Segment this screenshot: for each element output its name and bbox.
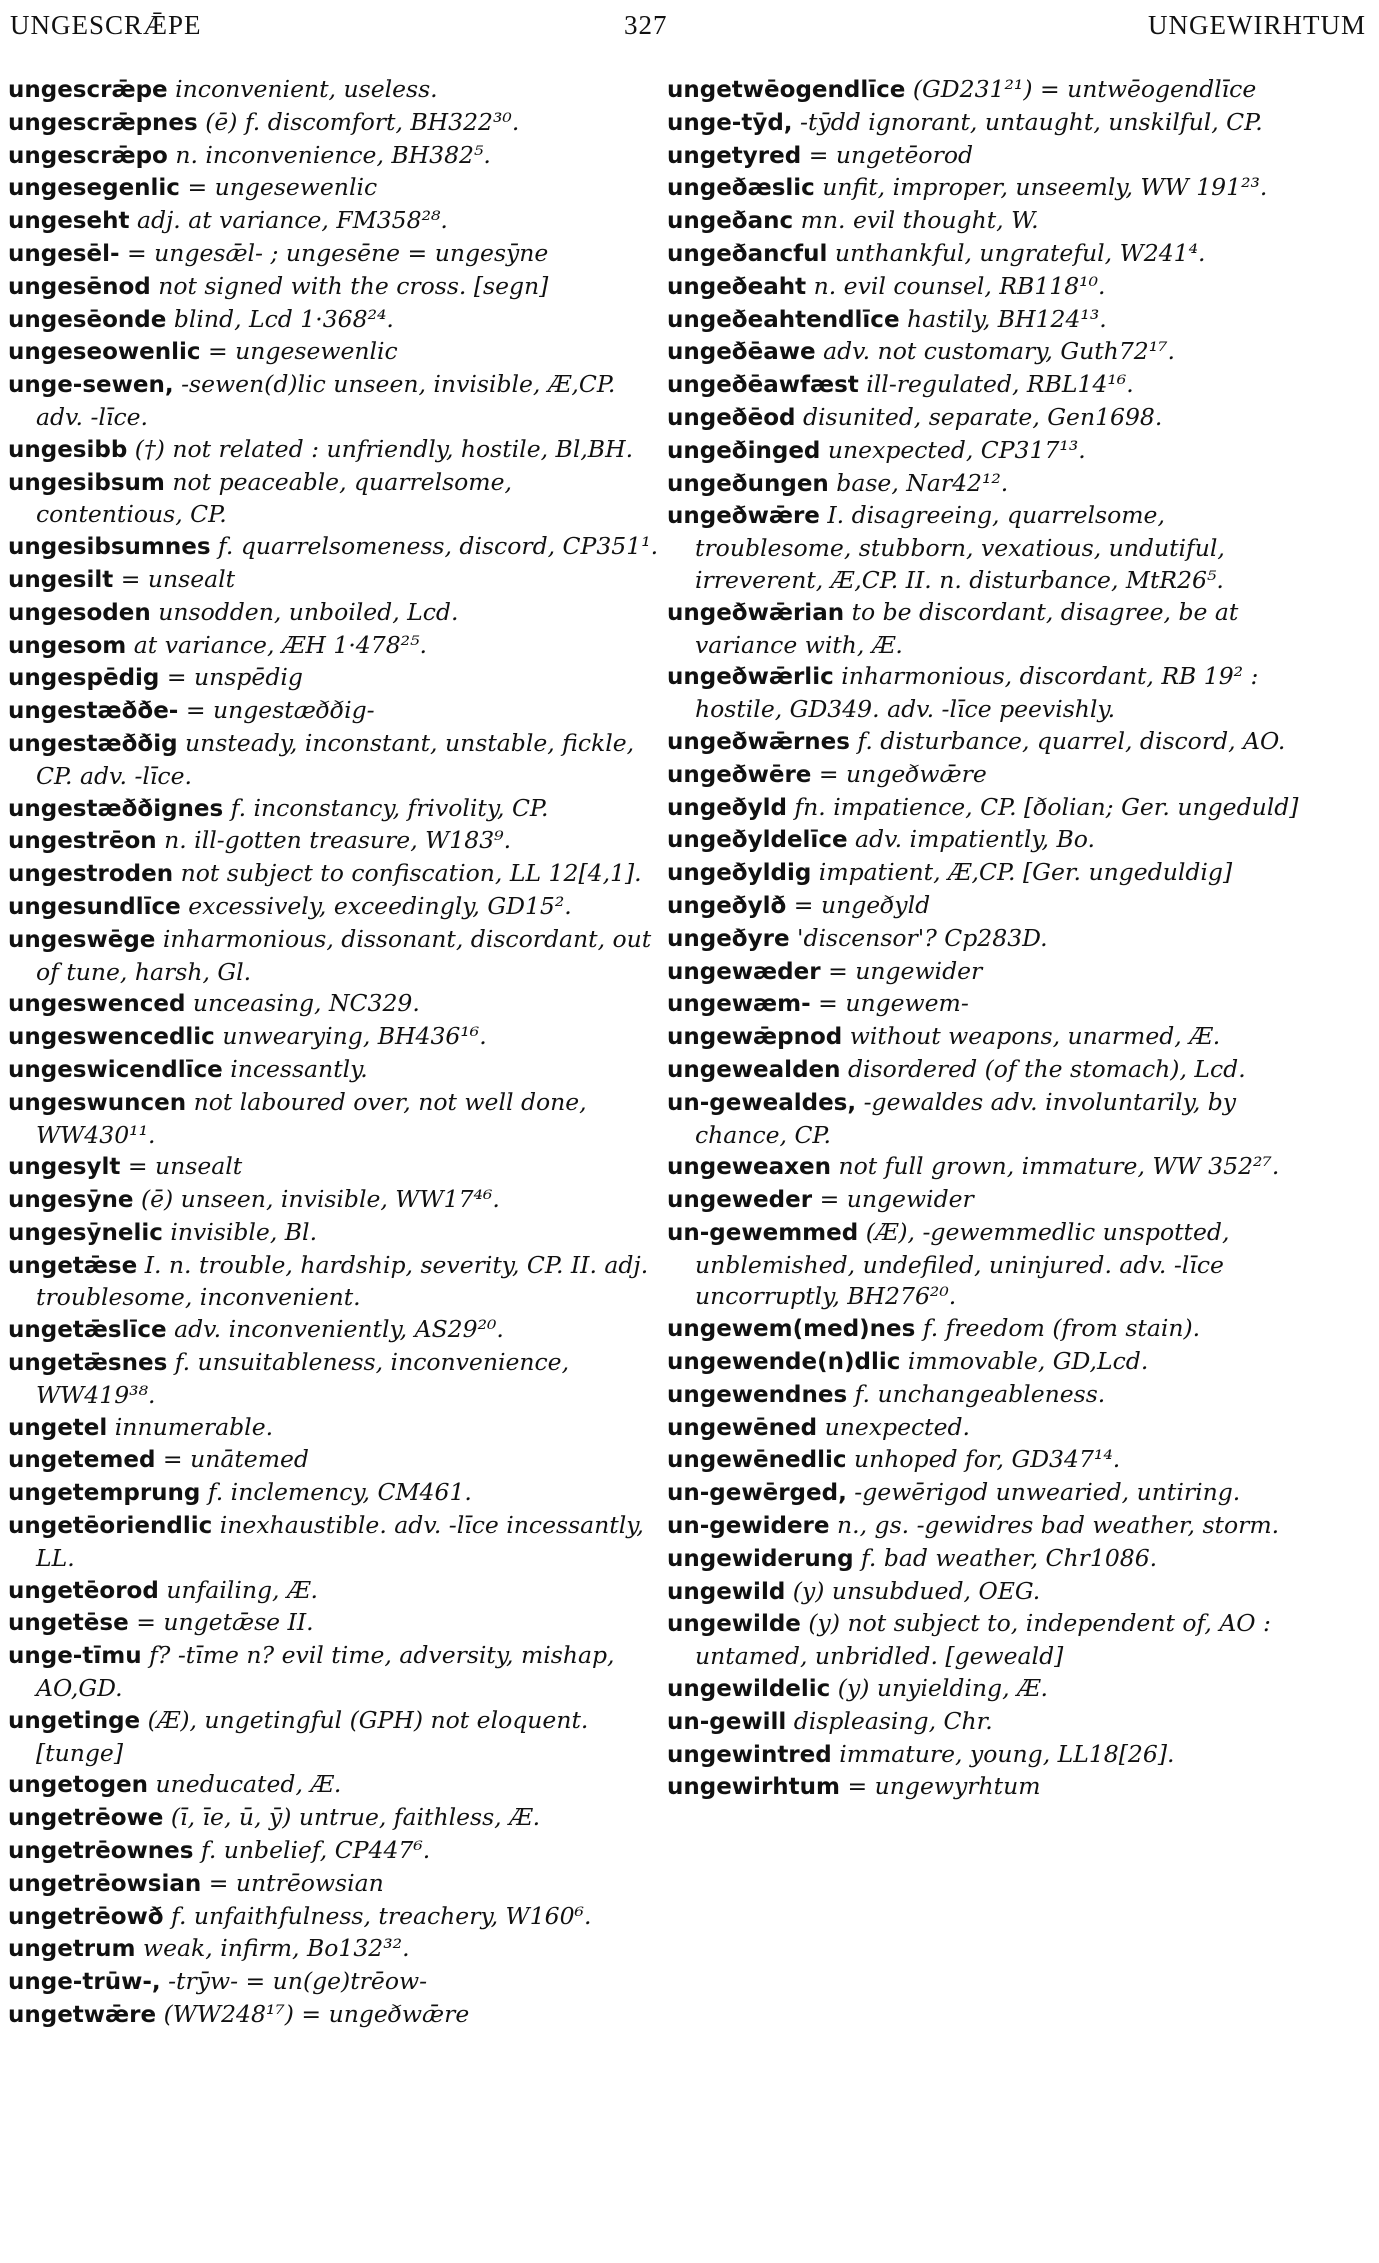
headword: ungeðancful (667, 240, 828, 267)
definition: excessively, exceedingly, GD15². (188, 891, 572, 920)
dictionary-entry (8, 891, 666, 924)
definition: unhoped for, GD347¹⁴. (853, 1445, 1121, 1474)
headword: ungewæm- (667, 991, 811, 1018)
dictionary-entry (667, 1739, 1317, 1772)
definition: disordered (of the stomach), Lcd. (847, 1054, 1246, 1083)
dictionary-entry (8, 271, 666, 304)
definition: I. disagreeing, quarrelsome, troublesome, stubborn, vexatious, undutiful, irreverent, Æ,CP. II. n. disturbance, MtR26⁵. (695, 501, 1225, 594)
definition: f. freedom (from stain). (922, 1314, 1201, 1343)
headword: ungesȳne (8, 1187, 134, 1214)
dictionary-entry (667, 172, 1317, 205)
headword: ungeðyldig (667, 860, 812, 887)
dictionary-entry (667, 857, 1317, 890)
definition: -gewaldes adv. involuntarily, by chance, CP. (695, 1087, 1237, 1149)
headword: ungewildelic (667, 1676, 831, 1703)
dictionary-entry (8, 564, 666, 597)
definition: = ungesewenlic (187, 173, 378, 202)
headword: ungewilde (667, 1611, 801, 1638)
definition: = ungetǣse II. (136, 1608, 314, 1637)
dictionary-entry (8, 1087, 666, 1152)
headword: ungeðēawfæst (667, 372, 859, 399)
dictionary-entry (8, 1054, 666, 1087)
headword: ungeðwǣre (667, 503, 820, 530)
definition: = unsealt (120, 564, 236, 593)
dictionary-entry (8, 172, 666, 205)
dictionary-entry (8, 597, 666, 630)
headword: ungeweder (667, 1187, 813, 1214)
headword: ungesom (8, 632, 127, 659)
dictionary-entry (667, 824, 1317, 857)
dictionary-entry (8, 1314, 666, 1347)
headword: ungetrum (8, 1936, 136, 1963)
definition: = ungewider (828, 956, 983, 985)
definition: innumerable. (114, 1412, 274, 1441)
headword: ungeðwǣrian (667, 599, 845, 626)
definition: unexpected, CP317¹³. (827, 435, 1086, 464)
headword: ungesibsumnes (8, 534, 211, 561)
dictionary-entry (667, 1217, 1317, 1313)
headword: ungetel (8, 1414, 108, 1441)
definition: impatient, Æ,CP. [Ger. ungeduldig] (818, 858, 1233, 887)
definition: displeasing, Chr. (793, 1706, 993, 1735)
dictionary-entry (8, 1184, 666, 1217)
definition: unfailing, Æ. (166, 1575, 318, 1604)
dictionary-entry (667, 1706, 1317, 1739)
dictionary-entry (8, 630, 666, 663)
definition: invisible, Bl. (170, 1217, 318, 1246)
definition: = ungewem- (818, 989, 969, 1018)
definition: inconvenient, useless. (175, 75, 438, 103)
definition: base, Nar42¹². (836, 468, 1009, 497)
headword: ungeswenced (8, 991, 186, 1018)
headword: ungewēnedlic (667, 1447, 847, 1474)
definition: immovable, GD,Lcd. (907, 1347, 1149, 1376)
headword: ungewiderung (667, 1545, 854, 1572)
headword: ungeðēawe (667, 339, 816, 366)
headword: ungeðeaht (667, 273, 807, 300)
dictionary-entry (667, 1444, 1317, 1477)
dictionary-entry (667, 205, 1317, 238)
dictionary-entry (667, 238, 1317, 271)
headword: ungesibsum (8, 469, 165, 496)
dictionary-entry (8, 1021, 666, 1054)
headword: ungewirhtum (667, 1774, 840, 1801)
dictionary-entry (667, 1771, 1317, 1804)
headword: unge-tīmu (8, 1643, 142, 1670)
definition: = ungestæððig- (185, 696, 375, 725)
headword: un-gewill (667, 1708, 787, 1735)
headword: ungeswencedlic (8, 1024, 215, 1051)
definition: not signed with the cross. [segn] (158, 271, 549, 300)
dictionary-entry (8, 304, 666, 337)
dictionary-entry (667, 1184, 1317, 1217)
headword: ungetwǣre (8, 2002, 157, 2029)
dictionary-entry (8, 1347, 666, 1412)
definition: n. ill-gotten treasure, W183⁹. (164, 826, 512, 855)
dictionary-entry (667, 1087, 1317, 1152)
definition: f. unsuitableness, inconvenience, WW419³⁸. (36, 1348, 570, 1409)
definition: (†) not related : unfriendly, hostile, Bl,BH. (134, 434, 634, 463)
headword: ungetrēowe (8, 1805, 164, 1832)
dictionary-entry (667, 1021, 1317, 1054)
headword: ungeðyld (667, 794, 787, 821)
dictionary-entry (667, 792, 1317, 825)
dictionary-entry (667, 988, 1317, 1021)
headword: ungetemprung (8, 1480, 201, 1507)
dictionary-entry (667, 500, 1317, 596)
headword: ungeðeahtendlīce (667, 306, 900, 333)
headword: ungeðæslic (667, 175, 815, 202)
dictionary-entry (8, 1607, 666, 1640)
definition: incessantly. (230, 1054, 368, 1083)
running-head-right: UNGEWIRHTUM (1148, 10, 1366, 40)
dictionary-entry (8, 1412, 666, 1445)
dictionary-entry (8, 1999, 666, 2032)
definition: immature, young, LL18[26]. (839, 1739, 1175, 1768)
definition: (ē) f. discomfort, BH322³⁰. (205, 107, 520, 136)
headword: ungescrǣpnes (8, 109, 198, 136)
headword: ungewæder (667, 958, 821, 985)
definition: n., gs. -gewidres bad weather, storm. (836, 1511, 1280, 1540)
definition: ill-regulated, RBL14¹⁶. (866, 370, 1134, 399)
headword: ungestæððignes (8, 795, 224, 822)
dictionary-entry (8, 1640, 666, 1705)
headword: ungetinge (8, 1707, 141, 1734)
dictionary-entry (8, 336, 666, 369)
definition: disunited, separate, Gen1698. (802, 402, 1163, 431)
headword: ungeseht (8, 208, 130, 235)
page-header (4, 6, 1370, 44)
definition: = unātemed (162, 1445, 309, 1474)
headword: ungesoden (8, 599, 151, 626)
dictionary-entry (667, 369, 1317, 402)
headword: ungesundlīce (8, 893, 181, 920)
dictionary-entry (8, 1868, 666, 1901)
dictionary-entry (8, 1250, 666, 1315)
dictionary-entry (8, 1835, 666, 1868)
headword: ungetrēowð (8, 1903, 164, 1930)
headword: ungetrēownes (8, 1838, 194, 1865)
headword: un-gewērged, (667, 1480, 847, 1507)
dictionary-entry (8, 825, 666, 858)
definition: at variance, ÆH 1·478²⁵. (133, 630, 427, 659)
definition: f. unfaithfulness, treachery, W160⁶. (171, 1901, 592, 1930)
headword: ungetǣsnes (8, 1350, 168, 1377)
dictionary-entry (8, 1575, 666, 1608)
headword: ungetēoriendlic (8, 1513, 213, 1540)
definition: n. evil counsel, RB118¹⁰. (813, 271, 1106, 300)
definition: hastily, BH124¹³. (907, 304, 1107, 333)
dictionary-entry (8, 858, 666, 891)
dictionary-entry (8, 74, 666, 107)
definition: f. bad weather, Chr1086. (861, 1543, 1158, 1572)
dictionary-entry (667, 1477, 1317, 1510)
definition: not subject to confiscation, LL 12[4,1]. (180, 859, 642, 888)
headword: unge-tȳd, (667, 109, 793, 136)
dictionary-entry (8, 1769, 666, 1802)
headword: ungesilt (8, 566, 114, 593)
headword: ungeðwǣrnes (667, 728, 850, 755)
headword: ungestrēon (8, 828, 157, 855)
definition: f? -tīme n? evil time, adversity, mishap, AO,GD. (36, 1641, 615, 1703)
left-column (8, 74, 666, 2032)
dictionary-entry (667, 74, 1317, 107)
definition: adv. impatiently, Bo. (855, 825, 1095, 854)
headword: ungesēonde (8, 306, 167, 333)
headword: ungestæððig (8, 730, 178, 757)
headword: ungewild (667, 1578, 786, 1605)
dictionary-entry (8, 1217, 666, 1250)
definition: -gewērigod unwearied, untiring. (854, 1478, 1241, 1507)
headword: ungeðylð (667, 892, 787, 919)
definition: (Æ), -gewemmedlic unspotted, unblemished, undefiled, uninjured. adv. -līce uncorruptly, BH276²⁰. (695, 1217, 1230, 1311)
dictionary-entry (8, 1802, 666, 1835)
headword: ungeweaxen (667, 1154, 831, 1181)
definition: unfit, improper, unseemly, WW 191²³. (822, 173, 1268, 202)
definition: = ungewider (819, 1185, 974, 1214)
dictionary-entry (667, 304, 1317, 337)
definition: not full grown, immature, WW 352²⁷. (838, 1152, 1280, 1181)
dictionary-entry (667, 597, 1317, 662)
headword: ungescrǣpe (8, 77, 168, 103)
headword: un-gewealdes, (667, 1089, 857, 1116)
headword: ungeðēod (667, 404, 796, 431)
dictionary-entry (667, 1510, 1317, 1543)
definition: (y) not subject to, independent of, AO : untamed, unbridled. [geweald] (695, 1609, 1271, 1671)
definition: (GD231²¹) = untwēogendlīce (912, 75, 1257, 103)
dictionary-entry (667, 1151, 1317, 1184)
headword: ungetēse (8, 1610, 129, 1637)
definition: blind, Lcd 1·368²⁴. (173, 304, 394, 333)
dictionary-entry (667, 923, 1317, 956)
dictionary-entry (8, 1705, 666, 1770)
dictionary-entry (8, 1477, 666, 1510)
headword: ungescrǣpo (8, 142, 168, 169)
definition: f. disturbance, quarrel, discord, AO. (857, 726, 1286, 755)
definition: n. inconvenience, BH382⁵. (175, 140, 491, 169)
definition: -sewen(d)lic unseen, invisible, Æ,CP. adv. -līce. (36, 370, 616, 431)
headword: ungeðyldelīce (667, 827, 848, 854)
headword: ungeðinged (667, 437, 821, 464)
definition: (ē) unseen, invisible, WW17⁴⁶. (140, 1185, 500, 1214)
dictionary-entry (667, 726, 1317, 759)
definition: = ungewyrhtum (847, 1772, 1041, 1801)
headword: ungesēnod (8, 273, 151, 300)
definition: unceasing, NC329. (192, 989, 420, 1018)
dictionary-entry (8, 728, 666, 793)
definition: = ungesǣl- ; ungesēne = ungesȳne (127, 238, 549, 267)
dictionary-entry (667, 402, 1317, 435)
headword: ungeðanc (667, 208, 794, 235)
headword: ungewealden (667, 1056, 841, 1083)
definition: (y) unyielding, Æ. (837, 1674, 1049, 1703)
headword: ungeðwǣrlic (667, 664, 834, 691)
headword: ungetogen (8, 1772, 149, 1799)
definition: adj. at variance, FM358²⁸. (136, 206, 448, 235)
definition: = ungeðyld (793, 890, 931, 919)
definition: -tȳdd ignorant, untaught, unskilful, CP. (800, 107, 1263, 136)
definition: inharmonious, discordant, RB 19² : hostile, GD349. adv. -līce peevishly. (695, 662, 1259, 724)
definition: (y) unsubdued, OEG. (792, 1576, 1041, 1605)
headword: ungesylt (8, 1154, 121, 1181)
headword: unge-trūw-, (8, 1969, 161, 1996)
headword: ungetrēowsian (8, 1870, 202, 1897)
definition: f. inclemency, CM461. (207, 1478, 472, 1507)
headword: ungeswēge (8, 926, 156, 953)
headword: ungetēorod (8, 1577, 159, 1604)
definition: inharmonious, dissonant, discordant, out of tune, harsh, Gl. (36, 924, 652, 986)
definition: f. inconstancy, frivolity, CP. (230, 793, 549, 822)
dictionary-entry (667, 1673, 1317, 1706)
headword: ungesegenlic (8, 175, 180, 202)
dictionary-entry (667, 1576, 1317, 1609)
dictionary-entry (8, 1966, 666, 1999)
dictionary-entry (8, 238, 666, 271)
definition: inexhaustible. adv. -līce incessantly, LL. (36, 1511, 644, 1572)
definition: (Æ), ungetingful (GPH) not eloquent. [tunge] (36, 1705, 589, 1767)
definition: unwearying, BH436¹⁶. (222, 1022, 487, 1051)
headword: ungeðyre (667, 925, 790, 952)
dictionary-entry (8, 531, 666, 564)
dictionary-entry (8, 205, 666, 238)
dictionary-entry (8, 1901, 666, 1934)
headword: ungeseowenlic (8, 339, 201, 366)
dictionary-entry (667, 1346, 1317, 1379)
dictionary-entry (8, 140, 666, 173)
headword: ungetǣse (8, 1252, 138, 1279)
dictionary-entry (667, 468, 1317, 501)
dictionary-entry (8, 467, 666, 532)
definition: adv. not customary, Guth72¹⁷. (823, 337, 1176, 366)
definition: not peaceable, quarrelsome, contentious, CP. (36, 467, 512, 529)
definition: (ī, īe, ū, ȳ) untrue, faithless, Æ. (170, 1803, 541, 1832)
definition: adv. inconveniently, AS29²⁰. (174, 1315, 504, 1344)
dictionary-entry (667, 759, 1317, 792)
definition: unsteady, inconstant, unstable, fickle, CP. adv. -līce. (36, 728, 635, 790)
page-number: 327 (624, 10, 668, 40)
dictionary-entry (8, 434, 666, 467)
definition: -trȳw- = un(ge)trēow- (168, 1967, 428, 1996)
right-column (667, 74, 1317, 1804)
headword: ungesibb (8, 436, 128, 463)
dictionary-entry (8, 924, 666, 989)
definition: weak, infirm, Bo132³². (142, 1934, 410, 1963)
headword: ungeðwēre (667, 761, 812, 788)
dictionary-entry (8, 1444, 666, 1477)
headword: ungeðungen (667, 470, 829, 497)
definition: not laboured over, not well done, WW430¹¹. (36, 1087, 587, 1149)
dictionary-entry (667, 890, 1317, 923)
definition: = unspēdig (166, 663, 303, 692)
dictionary-entry (667, 1313, 1317, 1346)
headword: un-gewidere (667, 1513, 830, 1540)
definition: unsodden, unboiled, Lcd. (158, 597, 459, 626)
headword: ungestroden (8, 861, 174, 888)
running-head-left: UNGESCRǢPE (10, 10, 202, 40)
headword: ungespēdig (8, 665, 160, 692)
headword: ungeswuncen (8, 1089, 187, 1116)
dictionary-entry (667, 107, 1317, 140)
dictionary-entry (8, 1151, 666, 1184)
headword: ungetyred (667, 142, 802, 169)
dictionary-entry (667, 956, 1317, 989)
definition: to be discordant, disagree, be at variance with, Æ. (695, 597, 1239, 659)
definition: I. n. trouble, hardship, severity, CP. II. adj. troublesome, inconvenient. (36, 1250, 649, 1312)
headword: ungewem(med)nes (667, 1316, 916, 1343)
headword: ungewende(n)dlic (667, 1349, 901, 1376)
definition: mn. evil thought, W. (800, 206, 1039, 235)
headword: ungewintred (667, 1741, 832, 1768)
headword: ungewēned (667, 1414, 818, 1441)
dictionary-entry (667, 140, 1317, 173)
definition: f. quarrelsomeness, discord, CP351¹. (218, 532, 659, 561)
definition: unthankful, ungrateful, W241⁴. (834, 238, 1206, 267)
headword: ungetwēogendlīce (667, 77, 906, 103)
dictionary-entry (667, 1379, 1317, 1412)
headword: ungeswicendlīce (8, 1056, 223, 1083)
dictionary-entry (8, 793, 666, 826)
dictionary-entry (8, 695, 666, 728)
dictionary-entry (667, 271, 1317, 304)
definition: = ungesewenlic (208, 337, 398, 366)
definition: (WW248¹⁷) = ungeðwǣre (163, 2000, 470, 2029)
headword: ungestæððe- (8, 698, 179, 725)
definition: f. unchangeableness. (854, 1379, 1106, 1408)
definition: f. unbelief, CP447⁶. (200, 1836, 431, 1865)
dictionary-entry (8, 1510, 666, 1575)
headword: ungetǣslīce (8, 1317, 167, 1344)
dictionary-entry (8, 369, 666, 434)
dictionary-entry (8, 988, 666, 1021)
dictionary-entry (667, 1054, 1317, 1087)
definition: without weapons, unarmed, Æ. (849, 1022, 1221, 1051)
headword: ungewǣpnod (667, 1024, 843, 1051)
definition: 'discensor'? Cp283D. (797, 923, 1048, 952)
definition: unexpected. (824, 1412, 970, 1441)
definition: = ungetēorod (808, 140, 974, 169)
dictionary-entry (8, 107, 666, 140)
dictionary-entry (667, 661, 1317, 726)
dictionary-entry (8, 1933, 666, 1966)
headword: unge-sewen, (8, 372, 174, 399)
definition: = untrēowsian (208, 1868, 384, 1897)
dictionary-entry (667, 1608, 1317, 1673)
definition: = ungeðwǣre (818, 759, 987, 788)
headword: un-gewemmed (667, 1219, 859, 1246)
dictionary-entry (667, 1543, 1317, 1576)
dictionary-entry (667, 336, 1317, 369)
dictionary-entry (667, 1412, 1317, 1445)
definition: uneducated, Æ. (155, 1770, 342, 1799)
headword: ungewendnes (667, 1381, 848, 1408)
dictionary-entry (667, 435, 1317, 468)
headword: ungetemed (8, 1447, 156, 1474)
definition: = unsealt (127, 1152, 243, 1181)
dictionary-entry (8, 662, 666, 695)
definition: fn. impatience, CP. [ðolian; Ger. ungeduld] (794, 792, 1299, 821)
headword: ungesȳnelic (8, 1219, 163, 1246)
headword: ungesēl- (8, 240, 120, 267)
